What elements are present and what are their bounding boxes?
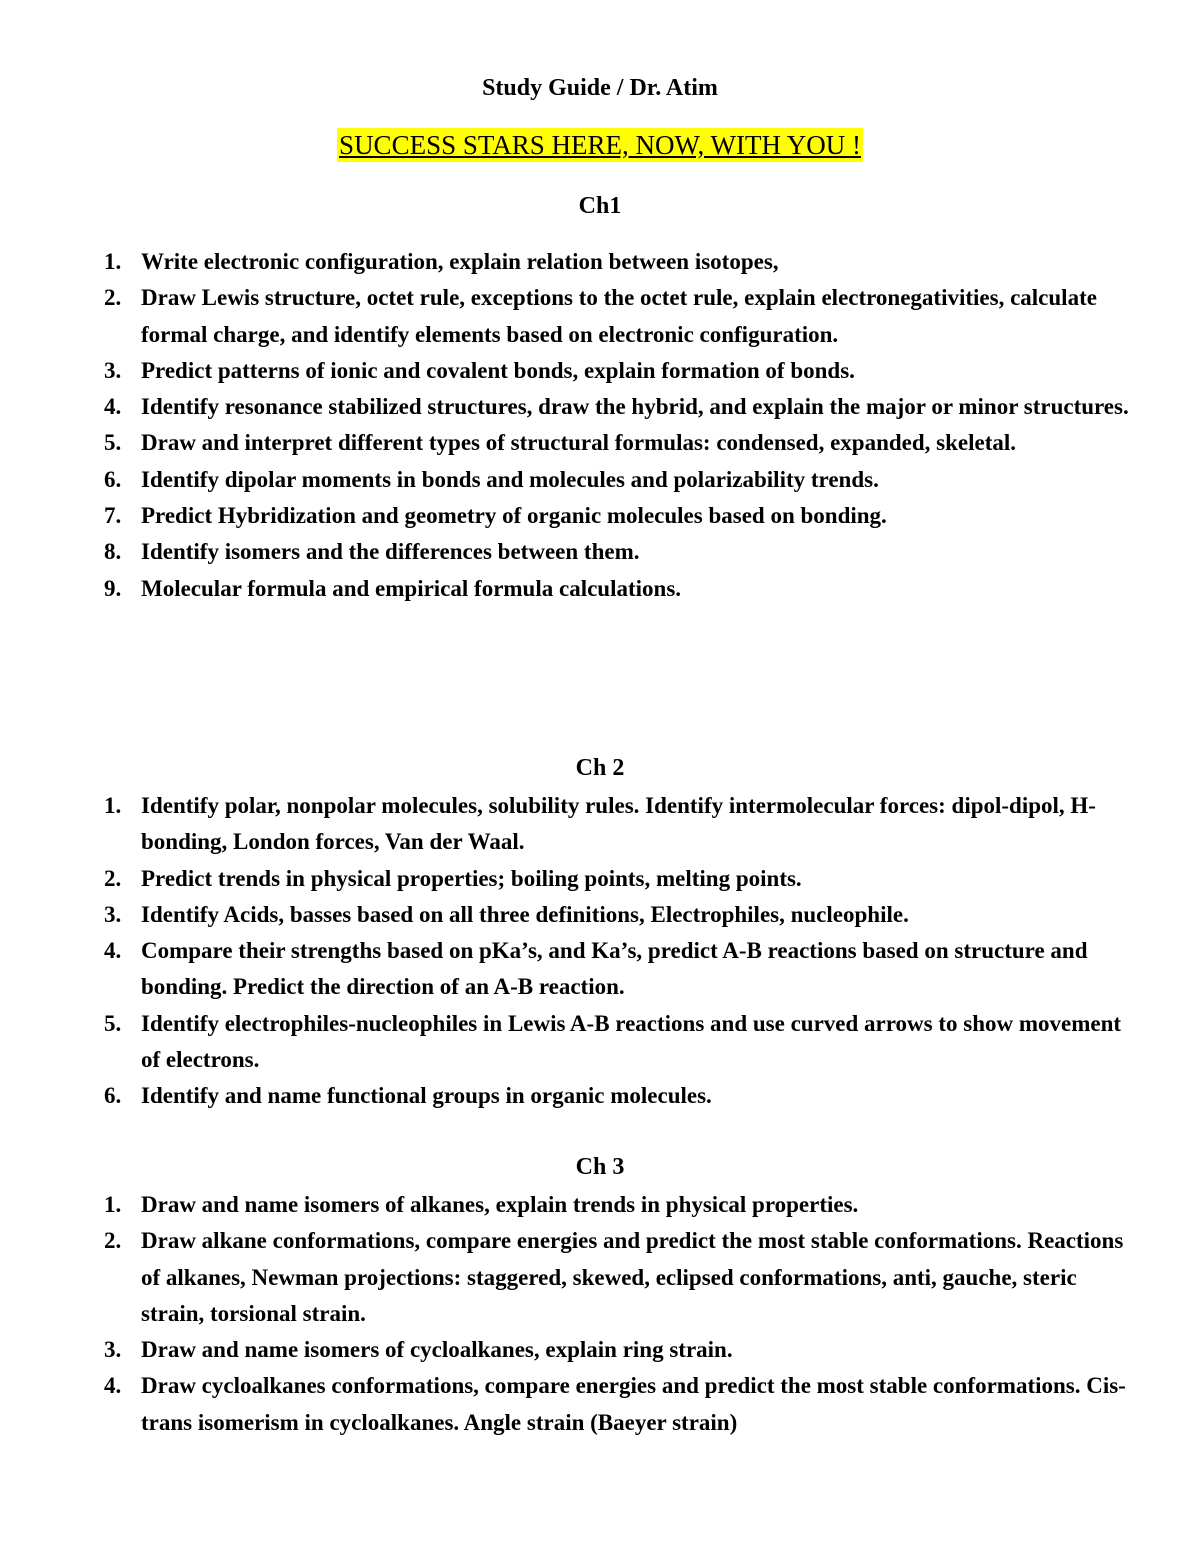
list-item — [0, 1223, 1131, 1332]
list-item-number: 5. — [104, 430, 122, 456]
list-item-text: Predict trends in physical properties; boiling points, melting points. — [141, 865, 802, 891]
list-item — [0, 788, 1131, 861]
list-item-text: Predict Hybridization and geometry of organic molecules based on bonding. — [141, 503, 887, 529]
list-item-text: Molecular formula and empirical formula calculations. — [141, 575, 682, 601]
list-item — [0, 1187, 1131, 1223]
list-item — [0, 1332, 1131, 1368]
list-item-number: 3. — [104, 357, 122, 383]
list-item-number: 2. — [104, 865, 122, 891]
list-item-number: 5. — [104, 1010, 122, 1036]
list-item-text: Draw alkane conformations, compare energies and predict the most stable conformations. Reactions of alkanes, Newman projections: staggered, skewed, eclipsed conformations, anti, gauche, steric strain, torsional strain. — [141, 1228, 1124, 1326]
list-item-number: 2. — [104, 285, 122, 311]
list-item-number: 6. — [104, 1083, 122, 1109]
list-item-number: 4. — [104, 394, 122, 420]
chapter-2-heading: Ch 2 — [575, 755, 625, 781]
list-item-text: Identify and name functional groups in organic molecules. — [141, 1083, 712, 1109]
list-item-number: 6. — [104, 466, 122, 492]
list-item-text: Draw and name isomers of alkanes, explain trends in physical properties. — [141, 1192, 859, 1217]
list-item-number: 7. — [104, 503, 122, 529]
list-item — [0, 933, 1131, 1006]
list-item — [0, 462, 1131, 498]
list-item-number: 3. — [104, 1337, 122, 1363]
list-item-number: 4. — [104, 1373, 122, 1399]
list-item-text: Draw and name isomers of cycloalkanes, explain ring strain. — [141, 1337, 733, 1363]
chapter-2-list — [0, 788, 1200, 1115]
list-item — [0, 353, 1131, 389]
list-item — [0, 244, 1131, 280]
list-item-number: 1. — [104, 793, 122, 818]
chapter-1-list — [0, 244, 1200, 607]
highlighted-slogan: SUCCESS STARS HERE, NOW, WITH YOU ! — [339, 130, 861, 160]
list-item — [0, 571, 1131, 607]
list-item-text: Predict patterns of ionic and covalent bonds, explain formation of bonds. — [141, 357, 855, 383]
list-item-number: 2. — [104, 1228, 122, 1254]
list-item — [0, 389, 1131, 425]
list-item — [0, 1006, 1131, 1079]
list-item-text: Identify electrophiles-nucleophiles in Lewis A-B reactions and use curved arrows to show movement of electrons. — [141, 1010, 1122, 1073]
list-item-number: 4. — [104, 938, 122, 964]
list-item-text: Compare their strengths based on pKa’s, and Ka’s, predict A-B reactions based on structure and bonding. Predict the direction of an A-B reaction. — [141, 938, 1088, 1000]
list-item-text: Draw cycloalkanes conformations, compare energies and predict the most stable conformations. Cis-trans isomerism in cycloalkanes. Angle strain (Baeyer strain) — [141, 1373, 1126, 1435]
list-item — [0, 1078, 1131, 1114]
list-item-text: Identify isomers and the differences between them. — [141, 539, 640, 565]
list-item-text: Identify dipolar moments in bonds and molecules and polarizability trends. — [141, 466, 879, 492]
list-item-text: Draw Lewis structure, octet rule, exceptions to the octet rule, explain electronegativities, calculate formal charge, and identify elements based on electronic configuration. — [141, 285, 1097, 347]
list-item-number: 3. — [104, 901, 122, 927]
document-title: Study Guide / Dr. Atim — [482, 75, 718, 101]
list-item-text: Identify polar, nonpolar molecules, solubility rules. Identify intermolecular forces: dipol-dipol, H-bonding, London forces, Van der Waal. — [141, 793, 1096, 855]
list-item-text: Identify resonance stabilized structures, draw the hybrid, and explain the major or minor structures. — [141, 394, 1129, 420]
chapter-3-heading: Ch 3 — [575, 1154, 625, 1180]
chapter-1-heading: Ch1 — [578, 193, 622, 219]
list-item-text: Draw and interpret different types of structural formulas: condensed, expanded, skeletal. — [141, 430, 1017, 456]
list-item — [0, 280, 1131, 353]
list-item-number: 1. — [104, 249, 122, 274]
list-item — [0, 897, 1131, 933]
list-item-text: Identify Acids, basses based on all three definitions, Electrophiles, nucleophile. — [141, 901, 909, 927]
list-item — [0, 1368, 1131, 1441]
chapter-3-list — [0, 1187, 1200, 1441]
list-item — [0, 861, 1131, 897]
slogan-container — [0, 128, 1200, 162]
list-item-number: 1. — [104, 1192, 122, 1217]
list-item — [0, 534, 1131, 570]
list-item — [0, 498, 1131, 534]
list-item-text: Write electronic configuration, explain relation between isotopes, — [141, 249, 779, 274]
list-item-number: 9. — [104, 575, 122, 601]
list-item — [0, 425, 1131, 461]
list-item-number: 8. — [104, 539, 122, 565]
